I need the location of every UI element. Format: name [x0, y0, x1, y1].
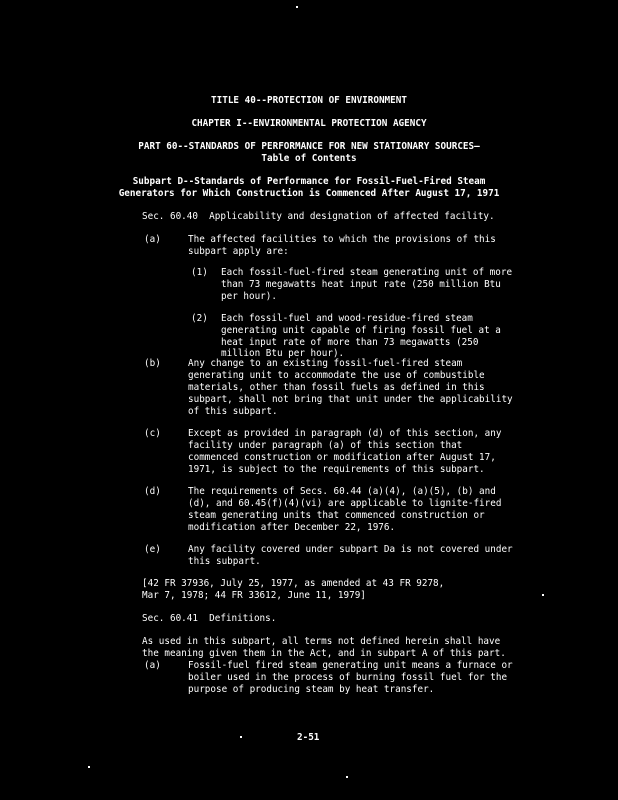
paragraph-d-line-1: The requirements of Secs. 60.44 (a)(4), (a)(5), (b) and [188, 486, 496, 497]
definition-a-line-2: boiler used in the process of burning fossil fuel for the [188, 672, 508, 683]
item-1-label: (1) [191, 267, 208, 278]
subpart-heading-line-1: Subpart D--Standards of Performance for Fossil-Fuel-Fired Steam [132, 176, 486, 187]
scan-speck [296, 6, 298, 8]
scan-speck [542, 594, 544, 596]
definition-a-label: (a) [144, 660, 161, 671]
paragraph-b-line-1: Any change to an existing fossil-fuel-fired steam [188, 358, 463, 369]
definition-a-line-3: purpose of producing steam by heat transfer. [188, 684, 435, 695]
paragraph-b-line-3: materials, other than fossil fuels as defined in this [188, 382, 485, 393]
paragraph-b-line-2: generating unit to accommodate the use of combustible [188, 370, 485, 381]
page-number: 2-51 [297, 732, 320, 743]
item-2-line-1: Each fossil-fuel and wood-residue-fired steam [221, 313, 473, 324]
item-2-line-2: generating unit capable of firing fossil fuel at a [221, 325, 501, 336]
paragraph-d-line-3: steam generating units that commenced construction or [188, 510, 485, 521]
item-1-line-2: than 73 megawatts heat input rate (250 million Btu [221, 279, 501, 290]
definitions-intro-line-1: As used in this subpart, all terms not defined herein shall have [142, 636, 501, 647]
paragraph-b-label: (b) [144, 358, 161, 369]
item-2-line-3: heat input rate of more than 73 megawatts (250 [221, 337, 479, 348]
section-60-41-heading: Sec. 60.41 Definitions. [142, 613, 277, 624]
item-2-line-4: million Btu per hour). [221, 348, 345, 359]
item-1-line-3: per hour). [221, 291, 277, 302]
scan-speck [88, 766, 90, 768]
paragraph-b-line-5: of this subpart. [188, 406, 278, 417]
paragraph-d-label: (d) [144, 486, 161, 497]
item-1-line-1: Each fossil-fuel-fired steam generating unit of more [221, 267, 513, 278]
paragraph-c-line-1: Except as provided in paragraph (d) of this section, any [188, 428, 502, 439]
paragraph-a-line-1: The affected facilities to which the provisions of this [188, 234, 496, 245]
paragraph-c-line-2: facility under paragraph (a) of this section that [188, 440, 463, 451]
paragraph-e-line-1: Any facility covered under subpart Da is not covered under [188, 544, 513, 555]
paragraph-a-label: (a) [144, 234, 161, 245]
definitions-intro-line-2: the meaning given them in the Act, and in subpart A of this part. [142, 648, 506, 659]
paragraph-c-label: (c) [144, 428, 161, 439]
paragraph-c-line-4: 1971, is subject to the requirements of this subpart. [188, 464, 485, 475]
paragraph-e-line-2: this subpart. [188, 556, 261, 567]
paragraph-e-label: (e) [144, 544, 161, 555]
paragraph-d-line-4: modification after December 22, 1976. [188, 522, 396, 533]
paragraph-c-line-3: commenced construction or modification after August 17, [188, 452, 496, 463]
scan-speck [346, 776, 348, 778]
part-heading: PART 60--STANDARDS OF PERFORMANCE FOR NEW STATIONARY SOURCES— [138, 141, 480, 152]
section-60-40-heading: Sec. 60.40 Applicability and designation of affected facility. [142, 211, 495, 222]
document-title: TITLE 40--PROTECTION OF ENVIRONMENT [211, 95, 407, 106]
citation-line-2: Mar 7, 1978; 44 FR 33612, June 11, 1979] [142, 590, 366, 601]
paragraph-d-line-2: (d), and 60.45(f)(4)(vi) are applicable to lignite-fired [188, 498, 502, 509]
chapter-heading: CHAPTER I--ENVIRONMENTAL PROTECTION AGENCY [191, 118, 427, 129]
item-2-label: (2) [191, 313, 208, 324]
definition-a-line-1: Fossil-fuel fired steam generating unit means a furnace or [188, 660, 513, 671]
scan-speck [240, 736, 242, 738]
paragraph-b-line-4: subpart, shall not bring that unit under the applicability [188, 394, 513, 405]
table-of-contents-heading: Table of Contents [261, 153, 357, 164]
citation-line-1: [42 FR 37936, July 25, 1977, as amended at 43 FR 9278, [142, 578, 445, 589]
subpart-heading-line-2: Generators for Which Construction is Commenced After August 17, 1971 [118, 188, 500, 199]
paragraph-a-line-2: subpart apply are: [188, 246, 289, 257]
